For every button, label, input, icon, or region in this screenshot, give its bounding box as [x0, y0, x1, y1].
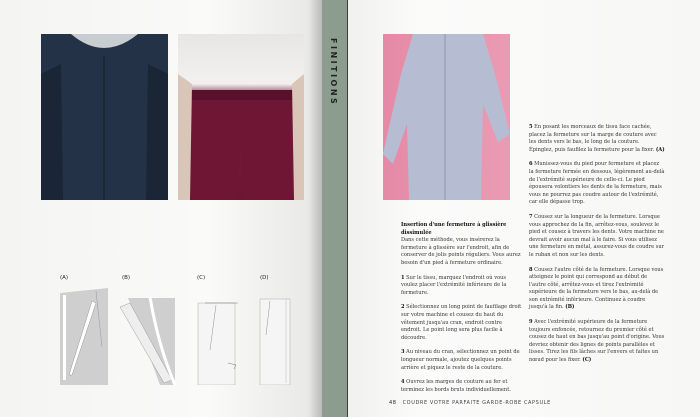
photo-burgundy-trousers	[178, 34, 304, 200]
text-column-right	[529, 124, 665, 372]
step-7	[529, 214, 665, 260]
step-6	[529, 161, 665, 207]
step-2	[401, 304, 523, 342]
step-number: 7	[529, 213, 533, 220]
step-text: En posant les morceaux de tissu face cachée, placez la fermeture sur la marge de couture avec les dents vers le bas, le long de la couture. Épinglez, puis faufilez la fermeture pour la fixer.	[529, 124, 657, 153]
photo-navy-top-back	[41, 34, 168, 200]
step-text: Au niveau du cran, sélectionnez un point de longueur normale, ajoutez quelques points arrière et piquez le reste de la couture.	[401, 349, 520, 371]
intro-text: Dans cette méthode, vous insérerez la fermeture à glissière sur l'endroit, afin de conserver de jolis points réguliers. Vous aurez besoin d'un pied à fermeture ordinaire.	[401, 237, 521, 266]
step-text: Cousez sur la longueur de la fermeture. Lorsque vous approchez de la fin, arrêtez-vous, soulevez le pied et cousez à travers les dents. Votre machine ne devrait avoir aucun mal à le faire. Si vous utilisez une fermeture en métal, assurez-vous de coudre sur le ruban et non sur les dents.	[529, 213, 665, 258]
step-number: 6	[529, 161, 533, 168]
diagram-label-d: (D)	[260, 275, 269, 281]
diagram-d	[260, 299, 290, 385]
figure-ref: (B)	[565, 304, 575, 311]
step-text: Ouvrez les marges de couture au fer et terminez les bords bruts individuellement.	[401, 379, 511, 393]
section-heading: Insertion d'une fermeture à glissière dissimulée	[401, 222, 507, 236]
step-number: 4	[401, 379, 405, 386]
step-number: 2	[401, 304, 405, 311]
diagram-label-a: (A)	[60, 275, 69, 281]
step-number: 1	[401, 274, 405, 281]
page-footer	[389, 400, 551, 406]
diagram-label-b: (B)	[122, 275, 131, 281]
book-title: COUDRE VOTRE PARFAITE GARDE-ROBE CAPSULE	[402, 400, 551, 406]
diagram-c	[198, 303, 238, 385]
step-text: Munissez-vous du pied pour fermeture et placez la fermeture fermée en dessous, légèrement au-delà de l'extrémité supérieure de celle-ci. Le pied épousera volontiers les dents de la fermeture, mais vous ne pourrez pas coudre autour de l'extrémité, car elle dépasse trop.	[529, 161, 665, 206]
step-text: Sur le tissu, marquez l'endroit où vous voulez placer l'extrémité inférieure de la fermeture.	[401, 274, 507, 296]
figure-ref: (C)	[582, 357, 592, 364]
step-3	[401, 349, 523, 372]
step-9	[529, 319, 665, 365]
zipper-diagrams	[40, 285, 300, 385]
section-title: FINITIONS	[329, 38, 338, 107]
step-number: 9	[529, 319, 533, 326]
step-4	[401, 379, 523, 394]
diagram-label-c: (C)	[197, 275, 206, 281]
step-number: 8	[529, 266, 533, 273]
step-text: Sélectionnez un long point de faufilage droit sur votre machine et cousez du haut du vêtement jusqu'au cran, endroit contre endroit. Le point long sera plus facile à découdre.	[401, 304, 522, 341]
step-1	[401, 275, 523, 298]
step-8	[529, 267, 665, 313]
diagram-a	[60, 288, 108, 385]
step-text: Cousez l'autre côté de la fermeture. Lorsque vous atteignez le point qui correspond au début de l'autre côté, arrêtez-vous et tirez l'extrémité supérieure de la fermeture vers le bas, au-delà de son extrémité inférieure. Continuez à coudre jusqu'à la fin.	[529, 266, 664, 311]
step-number: 3	[401, 349, 405, 356]
text-column-left	[401, 222, 523, 401]
section-tab	[322, 0, 348, 417]
step-5	[529, 124, 665, 154]
step-text: Avec l'extrémité supérieure de la fermeture toujours enfoncée, retournez du premier côté et cousez de haut en bas jusqu'au point d'origine. Vous devriez obtenir des lignes de points parallèles et lisses. Tirez les fils lâches sur l'envers et faites un nœud pour les fixer.	[529, 319, 665, 364]
figure-ref: (A)	[655, 146, 665, 153]
diagram-b	[120, 297, 175, 385]
photo-blue-shirt-back	[383, 34, 510, 200]
page-number: 48	[389, 400, 397, 406]
step-number: 5	[529, 124, 533, 130]
